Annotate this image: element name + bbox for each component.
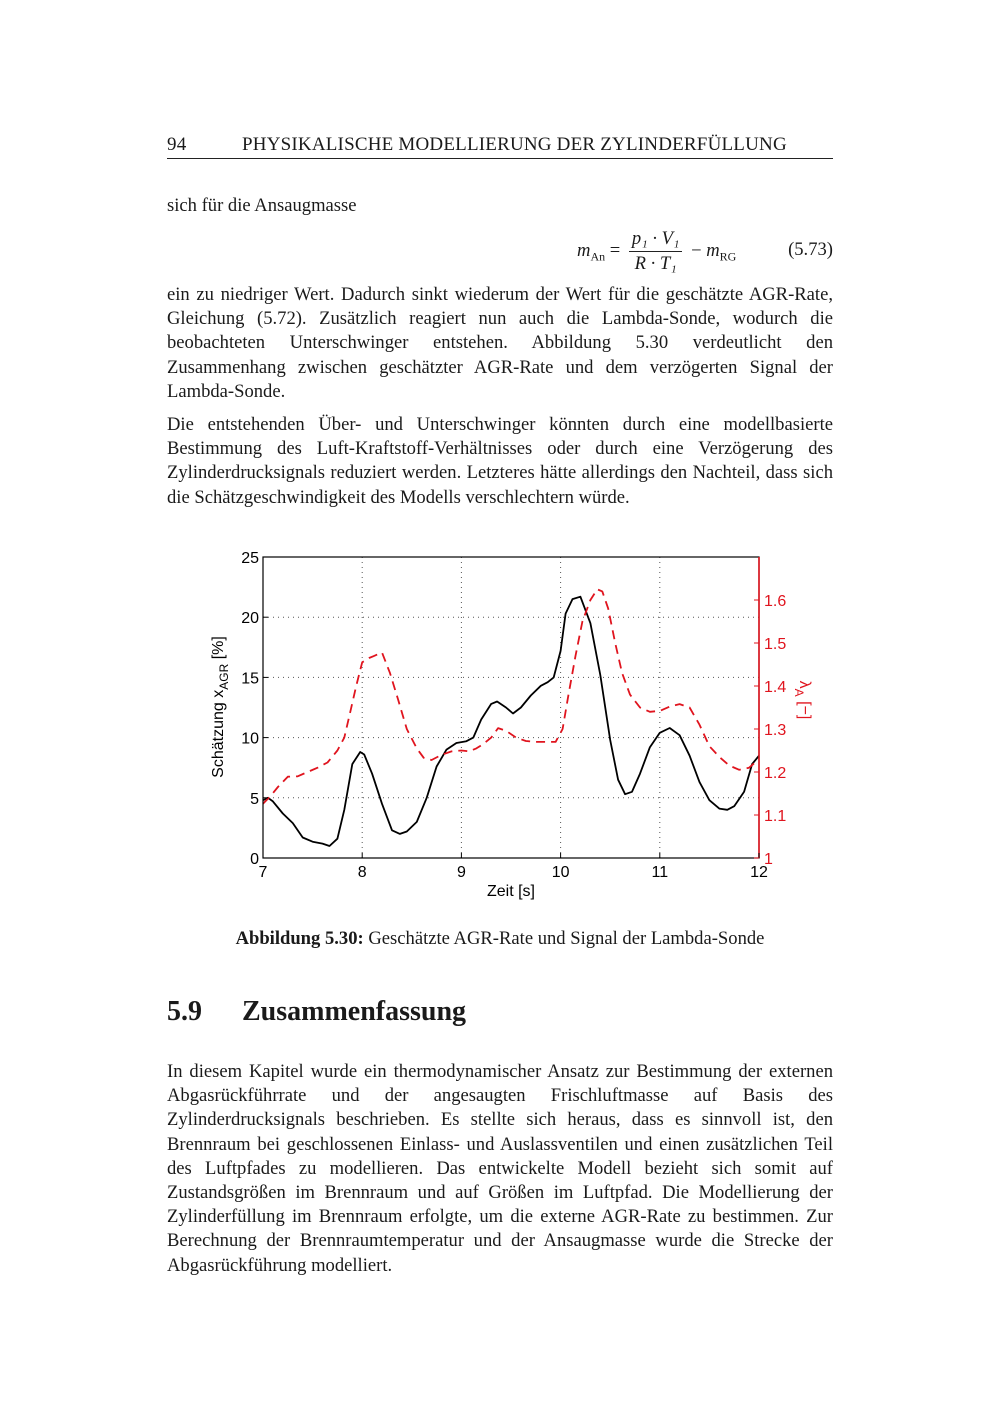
tick-layer bbox=[241, 550, 786, 881]
section-number: 5.9 bbox=[167, 996, 202, 1027]
equation-body: $m_{An}$ = $\frac{\text{p₁ · V₁}}{\text{R · T₁}}$ − $m_{RG}$ bbox=[577, 228, 737, 274]
y2-tick-label: 1 bbox=[764, 851, 773, 868]
y2-tick-label: 1.2 bbox=[764, 765, 787, 782]
grid-layer bbox=[263, 557, 759, 858]
y2-tick-label: 1.1 bbox=[764, 808, 787, 825]
y2-tick-label: 1.3 bbox=[764, 722, 787, 739]
x-tick-label: 8 bbox=[357, 864, 367, 881]
x-tick-label: 12 bbox=[750, 864, 768, 881]
y2-tick-label: 1.5 bbox=[764, 636, 787, 653]
agr-series-line bbox=[263, 597, 759, 846]
y-tick-label: 5 bbox=[250, 790, 259, 808]
y2-axis-label: $\lambda_A$ [−] bbox=[792, 680, 813, 720]
lambda-series-line bbox=[263, 589, 759, 804]
eq-denominator: R · T₁ bbox=[634, 253, 677, 274]
y2-tick-label: 1.6 bbox=[764, 593, 787, 610]
page-number: 94 bbox=[167, 134, 187, 155]
figure-caption bbox=[167, 928, 833, 950]
eq-lhs-sub: An bbox=[590, 249, 606, 264]
eq-minus-sub: RG bbox=[719, 249, 737, 264]
y-tick-label: 20 bbox=[241, 610, 259, 628]
equation-number: (5.73) bbox=[788, 239, 833, 260]
eq-minus-term: m bbox=[706, 239, 720, 261]
intro-line: sich für die Ansaugmasse bbox=[167, 195, 357, 216]
eq-lhs: m bbox=[577, 239, 591, 261]
series-layer bbox=[263, 589, 759, 846]
eq-numerator: p₁ · V₁ bbox=[629, 228, 683, 252]
y-tick-label: 10 bbox=[241, 730, 259, 748]
section-title: Zusammenfassung bbox=[242, 996, 467, 1027]
paragraph-2: Die entstehenden Über- und Unterschwinger könnten durch eine modellbasierte Bestimmung des Luft-Kraftstoff-Verhältnisses oder durch eine Verzögerung des Zylinderdrucksignals reduziert werden. Letzteres hätte allerdings den Nachteil, dass sich die Schätzgeschwindigkeit des Modells verschlechtern würde. bbox=[167, 414, 833, 508]
section-heading bbox=[167, 996, 466, 1028]
x-tick-label: 11 bbox=[651, 864, 669, 881]
x-tick-label: 9 bbox=[456, 864, 466, 881]
caption-label: Abbildung 5.30: bbox=[235, 928, 364, 949]
y2-tick-label: 1.4 bbox=[764, 679, 787, 696]
summary-paragraph: In diesem Kapitel wurde ein thermodynamischer Ansatz zur Bestimmung der externen Abgasrückführrate und der angesaugten Frischluftmasse auf Basis des Zylinderdrucksignals beschrieben. Es stellte sich heraus, dass es sinnvoll ist, den Brennraum bei geschlossenen Einlass- und Auslassventilen und einen zusätzlichen Teil des Luftpfades zu modellieren. Das entwickelte Modell bezieht sich somit auf Zustandsgrößen im Brennraum und auf Größen im Luftpfad. Die Modellierung der Zylinderfüllung im Brennraum erfolgte, um die externe AGR-Rate zu bestimmen. Zur Berechnung der Brennraumtemperatur und der Ansaugmasse wurde die Strecke der Abgasrückführung modelliert. bbox=[167, 1061, 833, 1276]
y-tick-label: 0 bbox=[250, 851, 259, 868]
y-tick-label: 25 bbox=[241, 550, 259, 567]
paragraph-1: ein zu niedriger Wert. Dadurch sinkt wiederum der Wert für die geschätzte AGR-Rate, Gleichung (5.72). Zusätzlich reagiert nun auch die Lambda-Sonde, wodurch die beobachteten Unterschwinger entstehen. Abbildung 5.30 verdeutlicht den Zusammenhang zwischen geschätzter AGR-Rate und dem verzögerten Signal der Lambda-Sonde. bbox=[167, 284, 833, 402]
plot-frame bbox=[263, 557, 759, 858]
y-axis-label: Schätzung $x_{AGR}$ [%] bbox=[210, 636, 231, 778]
y-tick-label: 15 bbox=[241, 670, 259, 688]
x-tick-label: 7 bbox=[258, 864, 268, 881]
caption-text: Geschätzte AGR-Rate und Signal der Lambda-Sonde bbox=[363, 928, 765, 949]
x-axis-label: Zeit [s] bbox=[486, 883, 536, 900]
running-title: PHYSIKALISCHE MODELLIERUNG DER ZYLINDERFÜLLUNG bbox=[242, 134, 787, 155]
x-tick-label: 10 bbox=[551, 864, 570, 881]
